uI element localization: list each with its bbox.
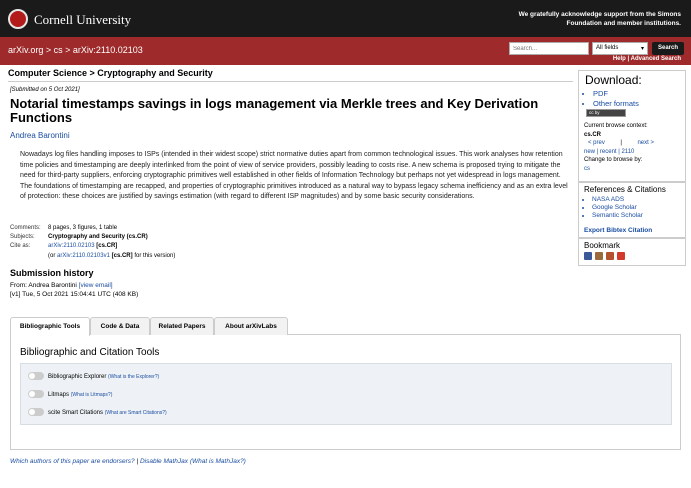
cite-suffix: for this version) bbox=[134, 252, 176, 259]
nav-separator: | bbox=[620, 140, 622, 146]
subjects-label: Subjects: bbox=[10, 234, 35, 241]
submission-history bbox=[10, 281, 138, 299]
license-badge[interactable]: cc by bbox=[586, 109, 626, 117]
tools-panel bbox=[10, 335, 681, 450]
refs-title: References & Citations bbox=[584, 185, 666, 194]
science-wise-icon[interactable] bbox=[617, 252, 625, 260]
metadata-table bbox=[10, 224, 175, 261]
prev-link[interactable]: < prev bbox=[588, 140, 605, 146]
tab-about-arxivlabs[interactable]: About arXivLabs bbox=[214, 317, 288, 335]
cite-label: Cite as: bbox=[10, 243, 31, 250]
mendeley-icon[interactable] bbox=[595, 252, 603, 260]
export-bibtex-link[interactable]: Export Bibtex Citation bbox=[584, 227, 653, 234]
chevron-down-icon: ▾ bbox=[640, 46, 644, 52]
comments-label: Comments: bbox=[10, 225, 41, 231]
history-from: From: Andrea Barontini bbox=[10, 282, 77, 289]
search-scope-select[interactable]: All fields ▾ bbox=[592, 42, 648, 55]
semantic-scholar-link[interactable]: • Semantic Scholar bbox=[592, 212, 643, 220]
nasa-ads-link[interactable]: • NASA ADS bbox=[592, 196, 643, 204]
cite-id-link[interactable]: arXiv:2110.02103 bbox=[48, 243, 95, 250]
cite-tag: [cs.CR] bbox=[96, 243, 118, 250]
tool-help-link[interactable]: (What is the Explorer?) bbox=[108, 374, 160, 380]
subject-header: Computer Science > Cryptography and Security bbox=[8, 68, 573, 82]
tool-help-link[interactable]: (What is Litmaps?) bbox=[70, 392, 113, 398]
institution-name[interactable]: Cornell University bbox=[34, 12, 132, 27]
bookmark-title: Bookmark bbox=[584, 241, 621, 250]
search-input[interactable] bbox=[509, 42, 589, 55]
search-button[interactable]: Search bbox=[652, 42, 684, 55]
other-formats-link[interactable]: • Other formats bbox=[593, 99, 639, 109]
labs-tabs bbox=[10, 317, 681, 335]
panel-title: Bibliographic and Citation Tools bbox=[20, 347, 160, 358]
tab-bibliographic-tools[interactable]: Bibliographic Tools bbox=[10, 317, 90, 336]
change-browse-label: Change to browse by: bbox=[584, 157, 643, 163]
bookmark-icons bbox=[584, 252, 625, 260]
tool-row-scite bbox=[28, 408, 167, 418]
endorsers-link[interactable]: Which authors of this paper are endorsers? bbox=[10, 458, 135, 465]
download-list bbox=[589, 89, 639, 109]
footer-separator: | bbox=[136, 458, 139, 465]
paper-title: Notarial timestamps savings in logs management via Merkle trees and Key Derivation Functions bbox=[10, 96, 539, 125]
cite-version-tag: [cs.CR] bbox=[111, 252, 133, 259]
help-links[interactable]: Help | Advanced Search bbox=[612, 56, 681, 62]
breadcrumb[interactable]: arXiv.org > cs > arXiv:2110.02103 bbox=[8, 45, 143, 55]
top-bar bbox=[0, 0, 691, 37]
litmaps-toggle[interactable] bbox=[28, 390, 44, 398]
next-link[interactable]: next > bbox=[637, 140, 654, 146]
history-version: [v1] Tue, 5 Oct 2021 15:04:41 UTC (408 KB) bbox=[10, 291, 139, 298]
comments-value: 8 pages, 3 figures, 1 table bbox=[48, 225, 118, 231]
browse-context bbox=[584, 122, 684, 173]
author-link[interactable]: Andrea Barontini bbox=[10, 131, 70, 140]
download-title: Download: bbox=[585, 73, 642, 87]
cornell-seal-icon[interactable] bbox=[8, 9, 28, 29]
google-scholar-link[interactable]: • Google Scholar bbox=[592, 204, 643, 212]
tool-help-link[interactable]: (What are Smart Citations?) bbox=[104, 410, 167, 416]
scite-toggle[interactable] bbox=[28, 408, 44, 416]
footer-links bbox=[10, 458, 246, 465]
tool-row-explorer bbox=[28, 372, 159, 382]
context-value: cs.CR bbox=[584, 131, 602, 138]
submission-history-title: Submission history bbox=[10, 268, 94, 278]
prev-next-nav bbox=[584, 139, 654, 148]
change-browse-link[interactable]: cs bbox=[584, 165, 590, 172]
what-mathjax-link[interactable]: (What is MathJax?) bbox=[189, 458, 246, 465]
tool-label: Litmaps bbox=[48, 392, 70, 398]
tool-row-litmaps bbox=[28, 390, 112, 400]
tab-related-papers[interactable]: Related Papers bbox=[150, 317, 214, 335]
refs-list bbox=[588, 196, 643, 221]
tools-box bbox=[20, 363, 672, 425]
tool-label: scite Smart Citations bbox=[48, 410, 104, 416]
bibsonomy-icon[interactable] bbox=[584, 252, 592, 260]
acknowledgement-text: We gratefully acknowledge support from the Simons Foundation and member institutions. bbox=[518, 11, 681, 27]
explorer-toggle[interactable] bbox=[28, 372, 44, 380]
reddit-icon[interactable] bbox=[606, 252, 614, 260]
tool-label: Bibliographic Explorer bbox=[48, 374, 107, 380]
cite-version-link[interactable]: arXiv:2110.02103v1 bbox=[57, 252, 110, 259]
abstract: Nowadays log files handling imposes to ISPs (intended in their widest scope) strict normative duties apart from common technological issues. This work analyses how retention time policies and timestamping are deeply interlinked from the point of view of service providers, possibly leading to costs rise. A new schema is proposed trying to mitigate the need for third-party suppliers, enforcing cryptographic primitives well established in other fields of Information Technology but perhaps not yet widespread in logs management. The foundations of timestamping are recapped, and properties of cryptographic primitives introduced as a natural way to bypass legacy schema inefficiency and as an extra level of protection: these choices are justified by savings estimation (with regard to different ISP magnitudes) and by some basic security considerations. bbox=[20, 151, 568, 201]
tab-code-data[interactable]: Code & Data bbox=[90, 317, 150, 335]
view-email-link[interactable]: [view email] bbox=[78, 282, 113, 289]
pdf-link[interactable]: • PDF bbox=[593, 89, 639, 99]
subjects-value: Cryptography and Security (cs.CR) bbox=[48, 234, 148, 241]
site-header bbox=[0, 37, 691, 65]
cite-or: (or bbox=[48, 252, 56, 259]
new-recent-links[interactable]: new | recent | 2110 bbox=[584, 148, 635, 155]
submitted-date: [Submitted on 5 Oct 2021] bbox=[10, 87, 80, 93]
context-label: Current browse context: bbox=[584, 123, 648, 129]
disable-mathjax-link[interactable]: Disable MathJax bbox=[139, 458, 189, 465]
